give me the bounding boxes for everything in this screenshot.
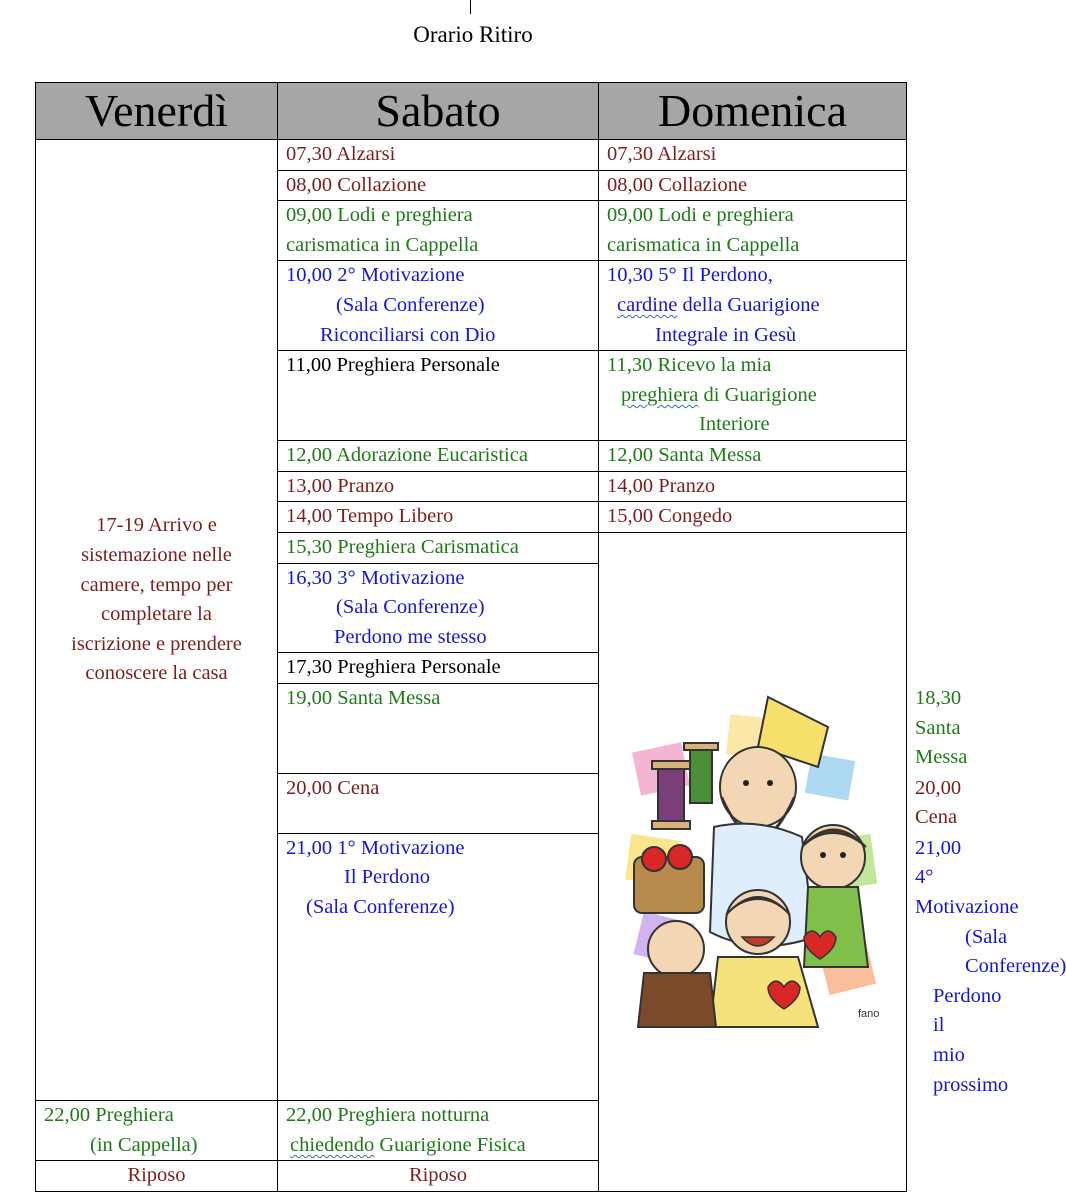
ricevo-word: preghiera <box>621 383 699 406</box>
notturna-rest: Guarigione Fisica <box>374 1133 526 1156</box>
illustration-image <box>618 687 888 1037</box>
motivazione-line: 16,30 3° Motivazione <box>286 566 465 589</box>
sabato-riposo: Riposo <box>278 1161 599 1192</box>
arrivo-line: sistemazione nelle <box>81 543 232 566</box>
motivazione-line: Il Perdono <box>344 866 430 889</box>
sabato-carismatica: 15,30 Preghiera Carismatica <box>278 532 599 563</box>
motivazione-line: 10,00 2° Motivazione <box>286 264 465 287</box>
text-cursor <box>470 0 471 14</box>
ricevo-line: Interiore <box>699 413 770 436</box>
domenica-lodi <box>599 201 907 261</box>
illustration-signature: fano <box>857 1007 879 1020</box>
sabato-preghiera-personale: 11,00 Preghiera Personale <box>278 351 599 441</box>
header-venerdi: Venerdì <box>36 83 278 140</box>
illustration-cell <box>599 532 907 1191</box>
domenica-pranzo: 14,00 Pranzo <box>599 471 907 502</box>
arrivo-line: iscrizione e prendere <box>71 632 242 655</box>
domenica-messa: 12,00 Santa Messa <box>599 441 907 472</box>
ricevo-line: 11,30 Ricevo la mia <box>607 354 772 377</box>
ricevo-line <box>607 381 898 411</box>
domenica-perdono <box>599 261 907 351</box>
sabato-motivazione-2 <box>278 261 599 351</box>
sabato-colazione: 08,00 Collazione <box>278 170 599 201</box>
motivazione-line: (Sala Conferenze) <box>336 596 485 619</box>
perdono-line <box>607 291 898 321</box>
lodi-line: 09,00 Lodi e preghiera <box>607 204 794 227</box>
sabato-pranzo: 13,00 Pranzo <box>278 471 599 502</box>
sabato-preghiera-notturna <box>278 1101 599 1161</box>
motivazione-line: (Sala Conferenze) <box>336 293 485 316</box>
motivazione-line: 21,00 1° Motivazione <box>286 836 465 859</box>
arrivo-line: completare la <box>101 603 212 626</box>
domenica-alzarsi: 07,30 Alzarsi <box>599 140 907 171</box>
ricevo-rest: di Guarigione <box>698 383 817 406</box>
arrivo-line: 17-19 Arrivo e <box>96 514 217 537</box>
preghiera-line: (in Cappella) <box>90 1133 198 1156</box>
sabato-preghiera-personale-2: 17,30 Preghiera Personale <box>278 653 599 684</box>
venerdi-arrivo-cell <box>36 140 278 1101</box>
schedule-table: Venerdì Sabato Domenica 17-19 Arrivo e sistemazione nelle camere, tempo per completare la iscrizione e prendere conoscere la casa 07,30 Alzarsi 07,30 Alzarsi 08,00 Collazione 08,00 Collazione 09,00 Lodi e preghiera carismatica in Cappella 09,00 Lodi e preghiera carismatica in Cappella 10,00 2° Motivazione (Sala Conferenze) Riconciliarsi con Dio 10,30 5° Il Perdono, cardine della Guarigione Integrale in Gesù 11,00 Preghiera Personale 11,30 Ricevo la mia preghiera di Guarigione Interiore 12,00 Adorazione Eucaristica 12,00 Santa Messa 13,00 Pranzo 14,00 Pranzo 14,00 Tempo Libero 15,00 Congedo 15,30 Preghiera Carismatica fano 16,30 3° Motivazione (Sala Conferenze) Perdono me stesso 17,30 Preghiera Personale 19,00 Santa Messa 18,30 Santa Messa 20,00 Cena 20,00 Cena 21,00 1° Motivazione Il Perdono (Sala Conferenze) 21,00 4° Motivazione (Sala Conferenze) Perdono il mio prossimo 22,00 Preghiera (in Cappella) 22,00 Preghiera notturna chiedendo Guarigione Fisica Riposo Riposo <box>35 82 907 1192</box>
venerdi-riposo: Riposo <box>36 1161 278 1192</box>
domenica-ricevo <box>599 351 907 441</box>
motivazione-line: Perdono il mio prossimo <box>933 984 1009 1096</box>
page-title: Orario Ritiro <box>413 22 533 47</box>
venerdi-motivazione <box>278 833 599 1100</box>
venerdi-preghiera <box>36 1101 278 1161</box>
perdono-line: 10,30 5° Il Perdono, <box>607 264 773 287</box>
header-row <box>36 83 907 140</box>
sabato-alzarsi: 07,30 Alzarsi <box>278 140 599 171</box>
arrivo-line: camere, tempo per <box>80 573 233 596</box>
motivazione-line: Riconciliarsi con Dio <box>320 323 496 346</box>
motivazione-line: Perdono me stesso <box>334 625 487 648</box>
sabato-adorazione: 12,00 Adorazione Eucaristica <box>278 441 599 472</box>
lodi-line: carismatica in Cappella <box>286 233 479 256</box>
venerdi-messa: 19,00 Santa Messa <box>278 683 599 773</box>
domenica-congedo: 15,00 Congedo <box>599 502 907 533</box>
venerdi-cena: 20,00 Cena <box>278 773 599 833</box>
sabato-tempo-libero: 14,00 Tempo Libero <box>278 502 599 533</box>
sabato-motivazione-3 <box>278 563 599 653</box>
preghiera-line: 22,00 Preghiera <box>44 1104 174 1127</box>
venerdi-arrivo-text <box>42 511 271 689</box>
notturna-line: 22,00 Preghiera notturna <box>286 1104 490 1127</box>
sabato-lodi <box>278 201 599 261</box>
perdono-rest: della Guarigione <box>677 293 820 316</box>
perdono-word: cardine <box>617 293 678 316</box>
lodi-line: 09,00 Lodi e preghiera <box>286 204 473 227</box>
notturna-line <box>286 1131 590 1161</box>
domenica-colazione: 08,00 Collazione <box>599 170 907 201</box>
header-sabato: Sabato <box>278 83 599 140</box>
arrivo-line: conoscere la casa <box>85 662 228 685</box>
header-domenica: Domenica <box>599 83 907 140</box>
notturna-word: chiedendo <box>290 1133 375 1156</box>
lodi-line: carismatica in Cappella <box>607 233 800 256</box>
motivazione-line: (Sala Conferenze) <box>306 896 455 919</box>
motivazione-line: (Sala Conferenze) <box>965 925 1066 978</box>
perdono-line: Integrale in Gesù <box>655 323 797 346</box>
